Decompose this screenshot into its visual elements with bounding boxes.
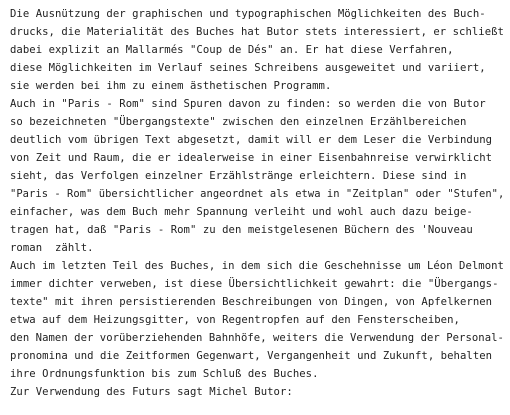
text-line: Zur Verwendung des Futurs sagt Michel Butor: bbox=[10, 386, 293, 398]
text-line: dabei explizit an Mallarmés "Coup de Dés" an. Er hat diese Verfahren, bbox=[10, 44, 454, 56]
text-line: Auch in "Paris - Rom" sind Spuren davon zu finden: so werden die von Butor bbox=[10, 98, 486, 110]
text-line: einfacher, was dem Buch mehr Spannung verleiht und wohl auch dazu beige- bbox=[10, 206, 473, 218]
text-line: tragen hat, daß "Paris - Rom" zu den meistgelesenen Büchern des 'Nouveau bbox=[10, 224, 473, 236]
document-page bbox=[10, 8, 506, 412]
text-line: immer dichter verweben, ist diese Übersichtlichkeit gewahrt: die "Übergangs- bbox=[10, 278, 499, 290]
text-line: sieht, das Verfolgen einzelner Erzählstränge erleichtern. Diese sind in bbox=[10, 170, 467, 182]
text-line: sie werden bei ihm zu einem ästhetischen Programm. bbox=[10, 80, 332, 92]
text-line: Die Ausnützung der graphischen und typographischen Möglichkeiten des Buch- bbox=[10, 8, 486, 20]
text-line: "Paris - Rom" übersichtlicher angeordnet als etwa in "Zeitplan" oder "Stufen", bbox=[10, 188, 505, 200]
text-line: den Namen der vorüberziehenden Bahnhöfe, weiters die Verwendung der Personal- bbox=[10, 332, 504, 344]
text-line: Auch im letzten Teil des Buches, in dem sich die Geschehnisse um Léon Delmont bbox=[10, 260, 504, 272]
text-line: so bezeichneten "Übergangstexte" zwischen den einzelnen Erzählbereichen bbox=[10, 116, 467, 128]
text-line: etwa auf dem Heizungsgitter, von Regentropfen auf den Fensterscheiben, bbox=[10, 314, 460, 326]
text-line: von Zeit und Raum, die er idealerweise in einer Eisenbahnreise verwirklicht bbox=[10, 152, 493, 164]
text-line: texte" mit ihren persistierenden Beschreibungen von Dingen, von Apfelkernen bbox=[10, 296, 493, 308]
text-line: pronomina und die Zeitformen Gegenwart, Vergangenheit und Zukunft, behalten bbox=[10, 350, 493, 362]
text-line: diese Möglichkeiten im Verlauf seines Schreibens ausgeweitet und variiert, bbox=[10, 62, 486, 74]
text-line: drucks, die Materialität des Buches hat Butor stets interessiert, er schließt bbox=[10, 26, 504, 38]
text-line: roman zählt. bbox=[10, 242, 94, 254]
text-line: ihre Ordnungsfunktion bis zum Schluß des Buches. bbox=[10, 368, 319, 380]
text-line: deutlich vom übrigen Text abgesetzt, damit will er dem Leser die Verbindung bbox=[10, 134, 493, 146]
